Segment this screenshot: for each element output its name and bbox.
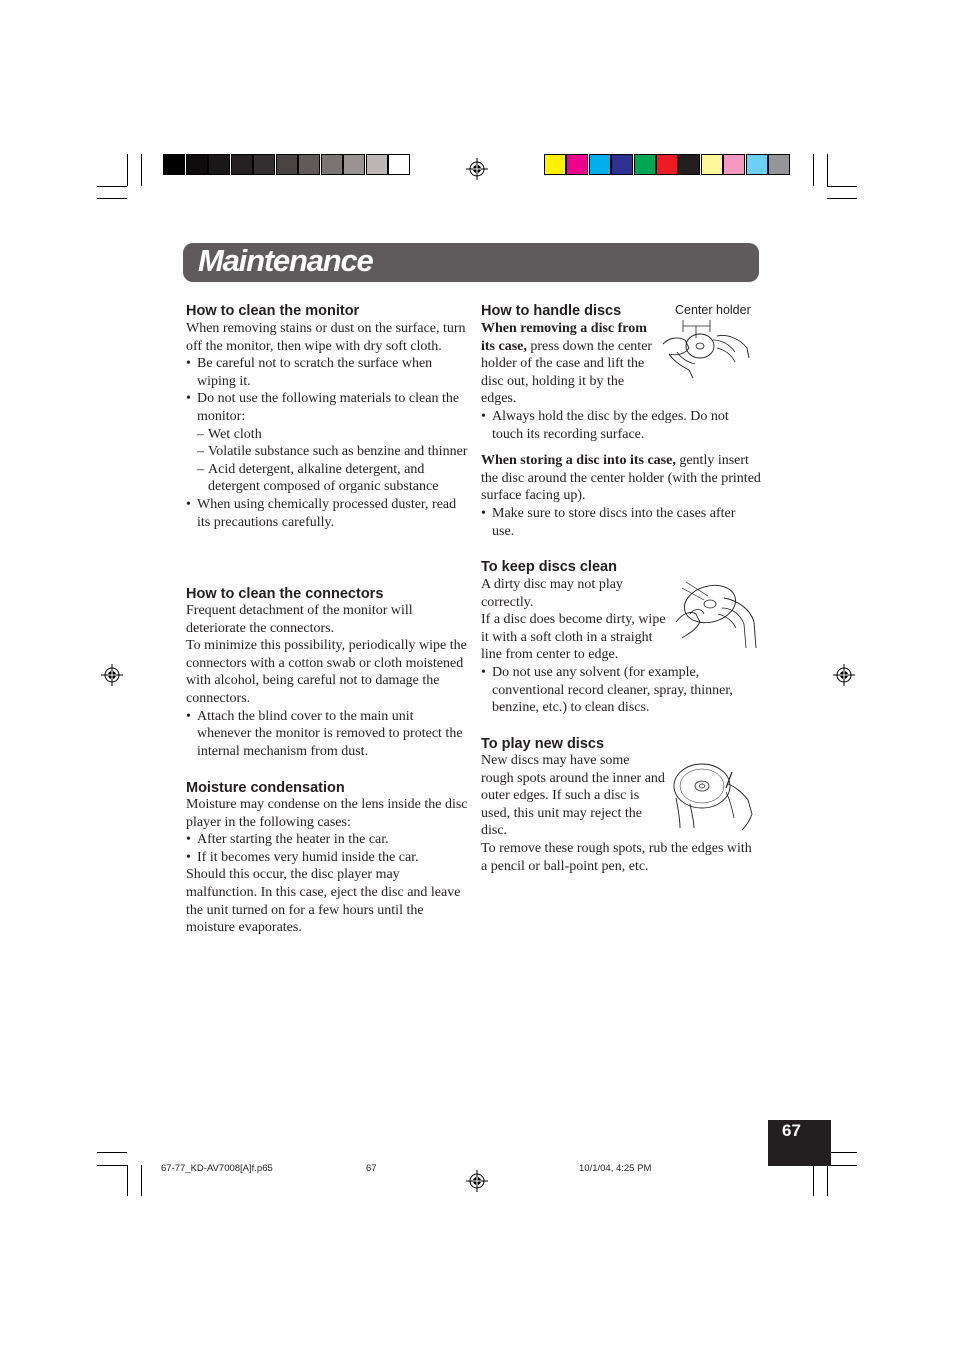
heading-clean-connectors: How to clean the connectors — [186, 586, 384, 602]
dash-item: – Volatile substance such as benzine and thinner — [197, 444, 468, 460]
gray-swatch — [366, 154, 388, 175]
paragraph: Should this occur, the disc player may malfunction. In this case, eject the disc and leave the unit turned on for a few hours until the moisture evaporates. — [186, 867, 461, 936]
color-swatch — [701, 154, 723, 175]
paragraph-store-disc — [481, 452, 761, 505]
crop-mark — [97, 198, 127, 199]
gray-swatch — [163, 154, 185, 175]
bullet-text: Make sure to store discs into the cases after use. — [492, 505, 736, 539]
paragraph: Moisture may condense on the lens inside the disc player in the following cases: — [186, 797, 468, 830]
bullet-text: After starting the heater in the car. — [197, 832, 389, 848]
paragraph: Frequent detachment of the monitor will deteriorate the connectors. — [186, 603, 413, 636]
bullet-text: Attach the blind cover to the main unit whenever the monitor is removed to protect the internal mechanism from dust. — [197, 708, 463, 759]
color-swatch — [566, 154, 588, 175]
gray-swatch — [343, 154, 365, 175]
bullet-item: • Attach the blind cover to the main unit whenever the monitor is removed to protect the internal mechanism from dust. — [186, 708, 463, 759]
crop-mark — [127, 154, 128, 186]
bullet-text: Do not use any solvent (for example, conventional record cleaner, spray, thinner, benzine, etc.) to clean discs. — [492, 664, 733, 716]
bullet-item: • Make sure to store discs into the cases after use. — [481, 505, 736, 539]
bullet-text: If it becomes very humid inside the car. — [197, 849, 419, 865]
gray-swatch — [276, 154, 298, 175]
bullet-text: When using chemically processed duster, read its precautions carefully. — [197, 496, 457, 530]
color-swatch — [768, 154, 790, 175]
section-clean-monitor — [186, 320, 468, 531]
page-number: 67 — [782, 1121, 801, 1140]
heading-keep-clean: To keep discs clean — [481, 559, 617, 575]
section-handle-discs — [481, 320, 761, 540]
crop-mark — [127, 1165, 128, 1196]
paragraph-remove-disc — [481, 320, 659, 408]
heading-clean-monitor: How to clean the monitor — [186, 303, 360, 319]
dash-text: Wet cloth — [208, 426, 262, 442]
crop-mark — [827, 1165, 857, 1166]
color-swatch — [678, 154, 700, 175]
bullet-item: • Do not use any solvent (for example, conventional record cleaner, spray, thinner, benzine, etc.) to clean discs. — [481, 664, 733, 716]
registration-mark-icon — [833, 664, 855, 686]
section-keep-clean — [481, 576, 761, 717]
crop-mark — [813, 154, 814, 186]
bold-lead: When removing a disc from its case, — [481, 321, 647, 354]
gray-swatch — [321, 154, 343, 175]
section-moisture — [186, 796, 468, 937]
color-swatch — [544, 154, 566, 175]
crop-mark — [97, 1152, 127, 1153]
gray-swatch — [186, 154, 208, 175]
color-swatch — [634, 154, 656, 175]
paragraph: To remove these rough spots, rub the edges with a pencil or ball-point pen, etc. — [481, 840, 752, 874]
bullet-text: Do not use the following materials to clean the monitor: — [197, 391, 460, 424]
gray-swatch — [388, 154, 410, 175]
crop-mark — [813, 1165, 814, 1196]
paragraph-text: press down the center holder of the case and lift the disc out, holding it by the edges. — [481, 338, 653, 407]
heading-moisture: Moisture condensation — [186, 780, 345, 796]
paragraph: A dirty disc may not play correctly. — [481, 577, 623, 610]
footer-date: 10/1/04, 4:25 PM — [579, 1163, 652, 1174]
bullet-item: • When using chemically processed duster, read its precautions carefully. — [186, 496, 457, 530]
bullet-item: • Do not use the following materials to clean the monitor: — [186, 391, 460, 424]
paragraph: New discs may have some rough spots around the inner and outer edges. If such a disc is used, this unit may reject the disc. — [481, 753, 665, 839]
bullet-item: • After starting the heater in the car. — [186, 832, 389, 848]
bullet-item: • Always hold the disc by the edges. Do not touch its recording surface. — [481, 408, 729, 442]
crop-mark — [827, 198, 857, 199]
gray-swatch — [208, 154, 230, 175]
color-swatch — [746, 154, 768, 175]
dash-item: – Wet cloth — [197, 426, 262, 442]
paragraph: When removing stains or dust on the surface, turn off the monitor, then wipe with dry soft cloth. — [186, 321, 466, 354]
crop-mark — [827, 1152, 857, 1153]
dash-text: Acid detergent, alkaline detergent, and detergent composed of organic substance — [208, 461, 439, 495]
gray-swatch — [298, 154, 320, 175]
paragraph: If a disc does become dirty, wipe it with a soft cloth in a straight line from center to edge. — [481, 612, 666, 663]
color-swatch — [656, 154, 678, 175]
color-swatch — [723, 154, 745, 175]
footer-file-name: 67-77_KD-AV7008[A]f.p65 — [161, 1163, 273, 1174]
registration-mark-icon — [466, 1170, 488, 1192]
crop-mark — [827, 186, 857, 187]
crop-mark — [827, 154, 828, 186]
page-title: Maintenance — [198, 243, 373, 278]
color-swatch — [589, 154, 611, 175]
bullet-text: Always hold the disc by the edges. Do not touch its recording surface. — [492, 408, 729, 442]
heading-handle-discs: How to handle discs — [481, 303, 622, 319]
crop-mark — [97, 1165, 127, 1166]
footer-page: 67 — [366, 1163, 377, 1174]
section-play-new-discs — [481, 752, 761, 875]
bold-lead: When storing a disc into its case, — [481, 453, 676, 469]
crop-mark — [97, 186, 127, 187]
color-swatch — [611, 154, 633, 175]
crop-mark — [141, 1165, 142, 1196]
registration-mark-icon — [466, 158, 488, 180]
crop-mark — [827, 1165, 828, 1196]
bullet-item: • If it becomes very humid inside the car. — [186, 849, 419, 865]
gray-swatch — [231, 154, 253, 175]
crop-mark — [141, 154, 142, 186]
section-clean-connectors — [186, 602, 468, 760]
gray-swatch — [253, 154, 275, 175]
figure-label-center-holder: Center holder — [675, 303, 751, 317]
dash-text: Volatile substance such as benzine and thinner — [208, 444, 468, 460]
heading-play-new-discs: To play new discs — [481, 736, 605, 752]
paragraph: To minimize this possibility, periodically wipe the connectors with a cotton swab or cloth moistened with alcohol, being careful not to damage the connectors. — [186, 638, 467, 706]
registration-mark-icon — [101, 664, 123, 686]
bullet-text: Be careful not to scratch the surface when wiping it. — [197, 356, 433, 389]
bullet-item: • Be careful not to scratch the surface when wiping it. — [186, 356, 433, 389]
dash-item: – Acid detergent, alkaline detergent, and detergent composed of organic substance — [197, 461, 439, 495]
paragraph-text: gently insert the disc around the center holder (with the printed surface facing up). — [481, 453, 761, 504]
